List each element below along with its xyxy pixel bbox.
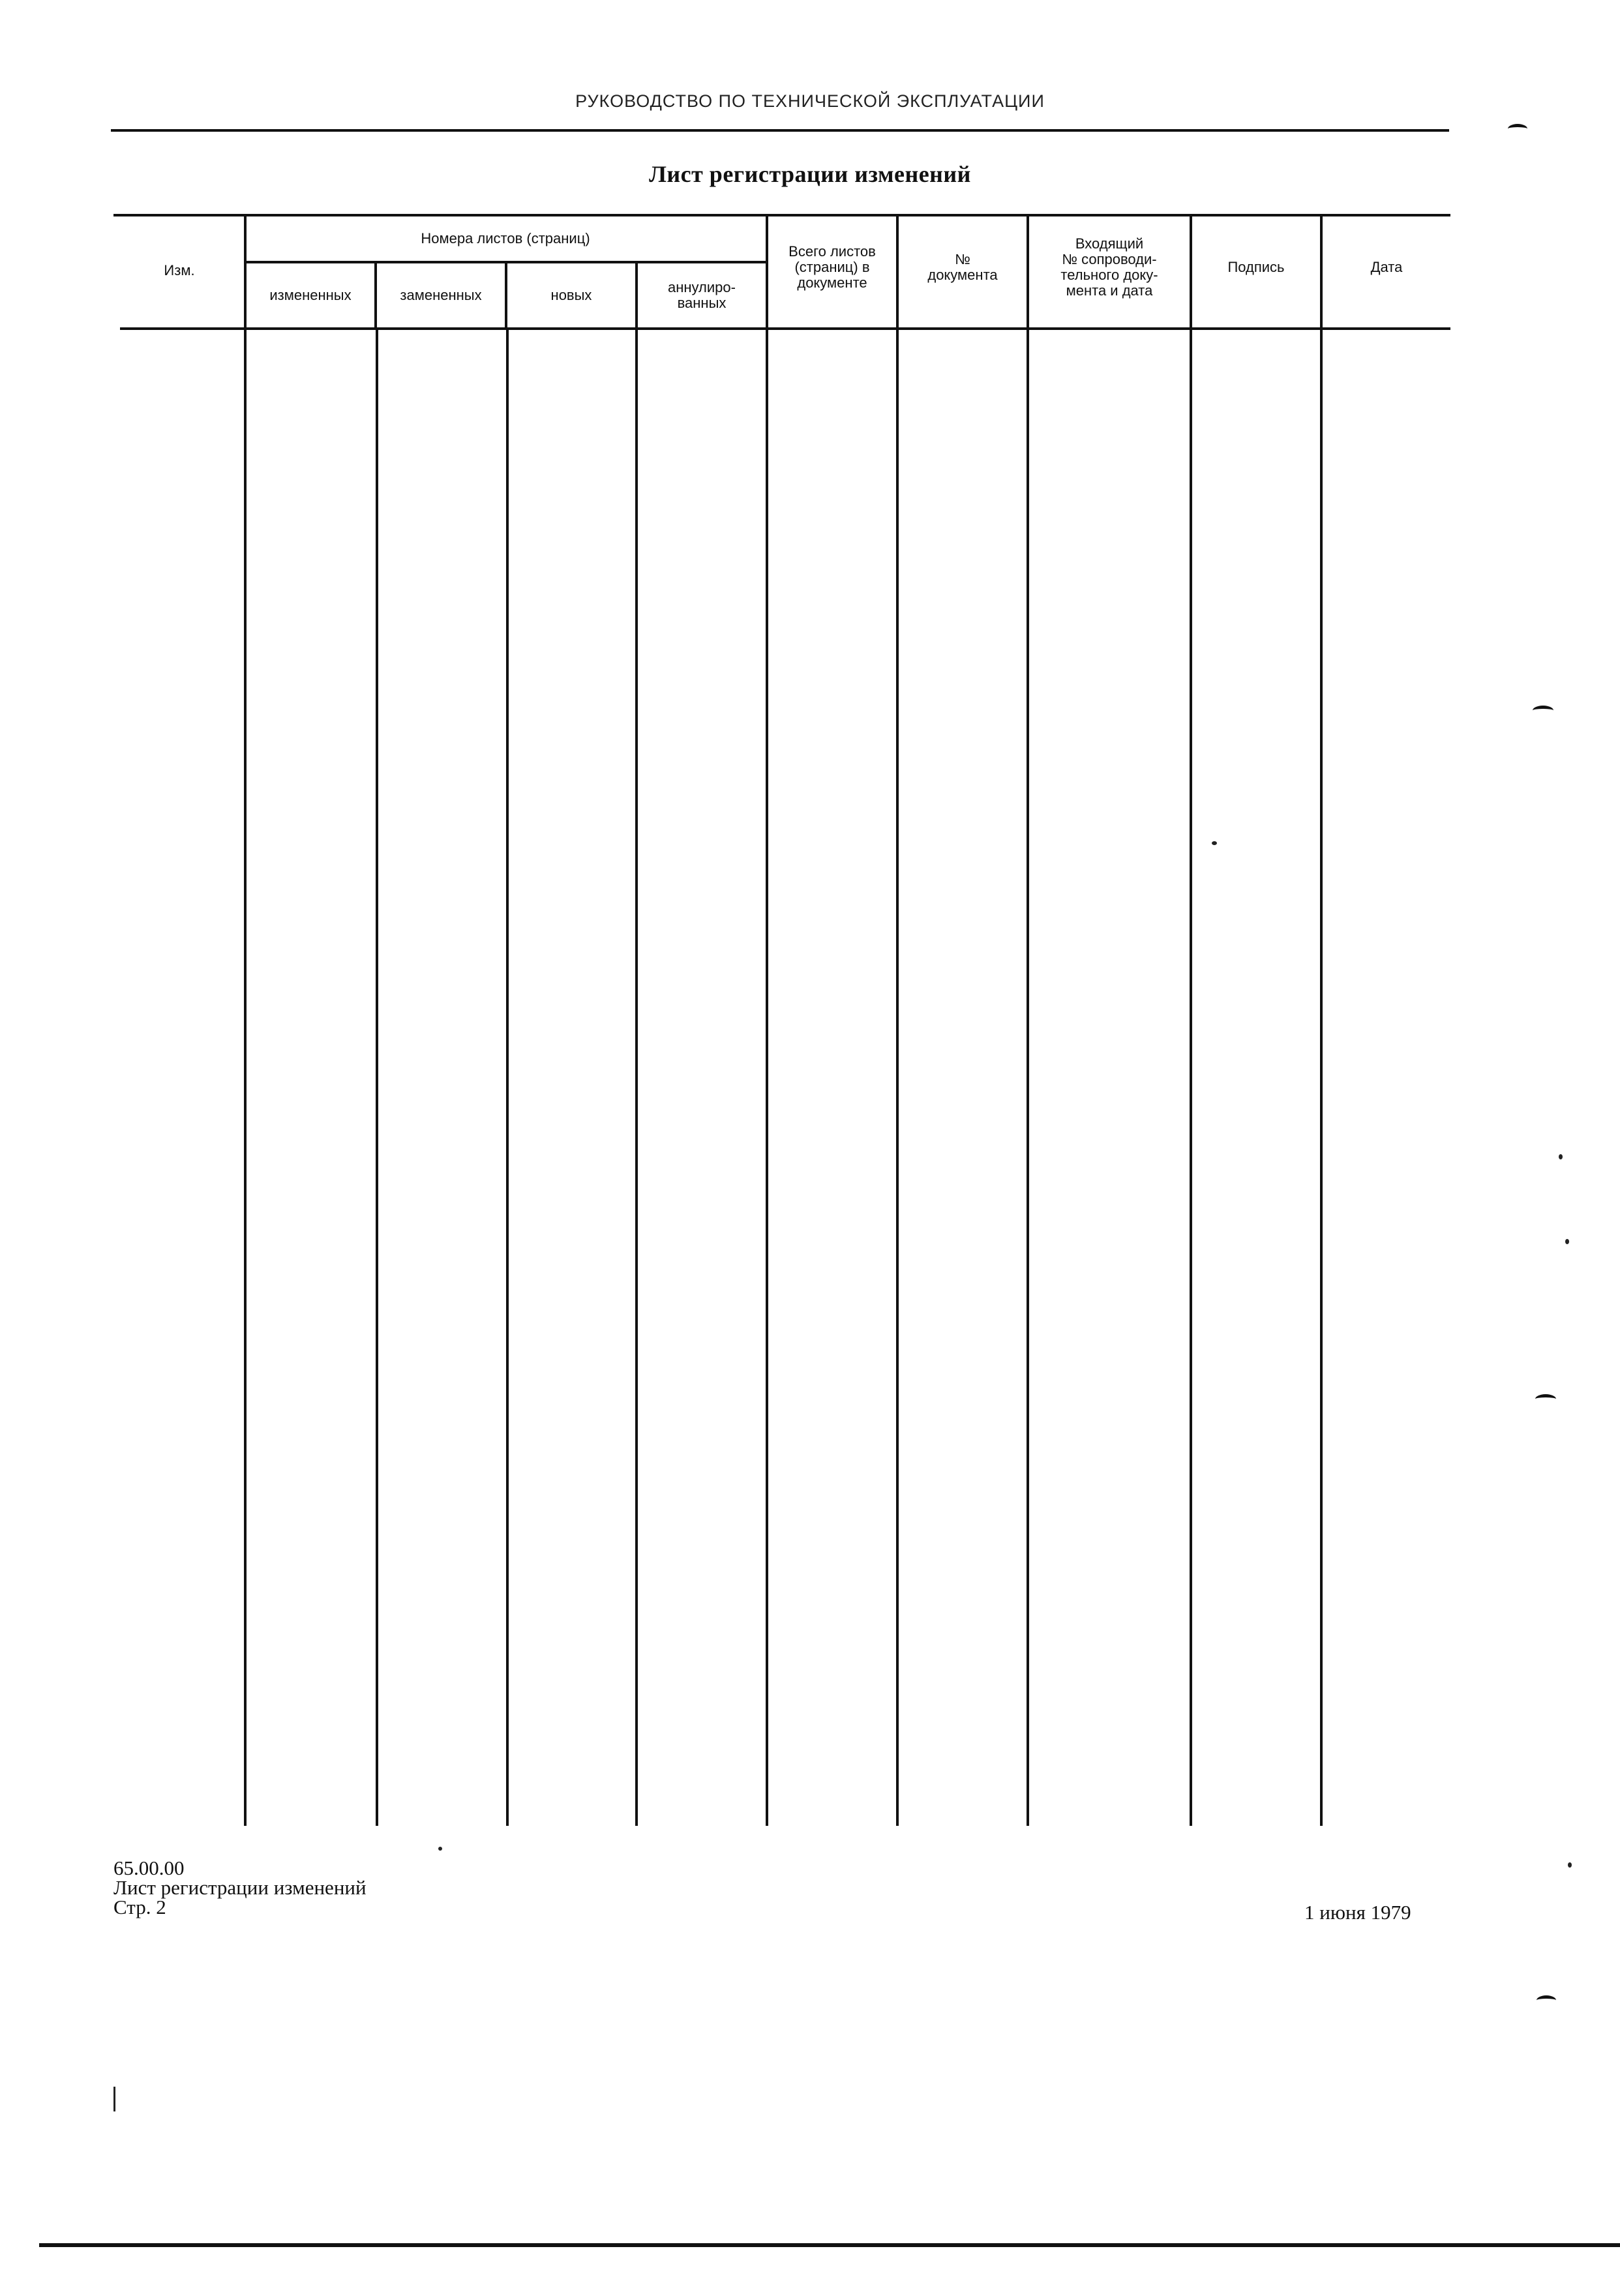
scan-speck [113, 2087, 115, 2111]
scan-speck [1559, 1154, 1563, 1159]
scan-edge-mark [1508, 124, 1527, 134]
footer-issue-date: 1 июня 1979 [1304, 1901, 1411, 1924]
column-divider [766, 215, 768, 1826]
scan-speck [438, 1847, 442, 1851]
column-divider [376, 327, 378, 1826]
column-header-annulled: аннулиро- ванных [668, 279, 736, 311]
footer-page-number: Стр. 2 [113, 1896, 166, 1918]
footer-document-code: 65.00.00 [113, 1856, 185, 1879]
scan-edge-mark [1537, 1995, 1556, 2005]
table-header-bottom-rule [120, 327, 1450, 330]
scan-edge-mark [1535, 1394, 1556, 1404]
column-divider [896, 215, 899, 1826]
column-divider [1190, 215, 1192, 1826]
column-header-document-number: № документа [927, 251, 998, 283]
column-header-total-sheets: Всего листов (страниц) в документе [788, 243, 876, 291]
column-header-signature: Подпись [1227, 259, 1285, 275]
scan-speck [1212, 841, 1217, 845]
column-divider [1320, 215, 1323, 1826]
column-header-date: Дата [1370, 259, 1403, 275]
column-divider [635, 327, 638, 1826]
footer-section-title: Лист регистрации изменений [113, 1876, 367, 1899]
scan-edge-mark [1533, 706, 1553, 715]
column-divider [244, 215, 247, 1826]
scan-speck [1568, 1862, 1572, 1868]
column-header-new: новых [550, 287, 592, 303]
column-divider [506, 327, 509, 1826]
column-header-replaced: замененных [400, 287, 482, 303]
scan-speck [1565, 1239, 1569, 1244]
column-group-header-sheet-numbers: Номера листов (страниц) [421, 230, 590, 246]
scan-bottom-edge [39, 2243, 1620, 2247]
running-header: РУКОВОДСТВО ПО ТЕХНИЧЕСКОЙ ЭКСПЛУАТАЦИИ [575, 91, 1045, 111]
column-divider [1027, 215, 1029, 1826]
column-header-changed: измененных [269, 287, 352, 303]
column-header-incoming-document: Входящий № сопроводи- тельного доку- мента и дата [1060, 235, 1158, 299]
page-title: Лист регистрации изменений [649, 161, 971, 187]
table-top-rule [113, 214, 1450, 216]
column-header-izm: Изм. [164, 262, 195, 278]
